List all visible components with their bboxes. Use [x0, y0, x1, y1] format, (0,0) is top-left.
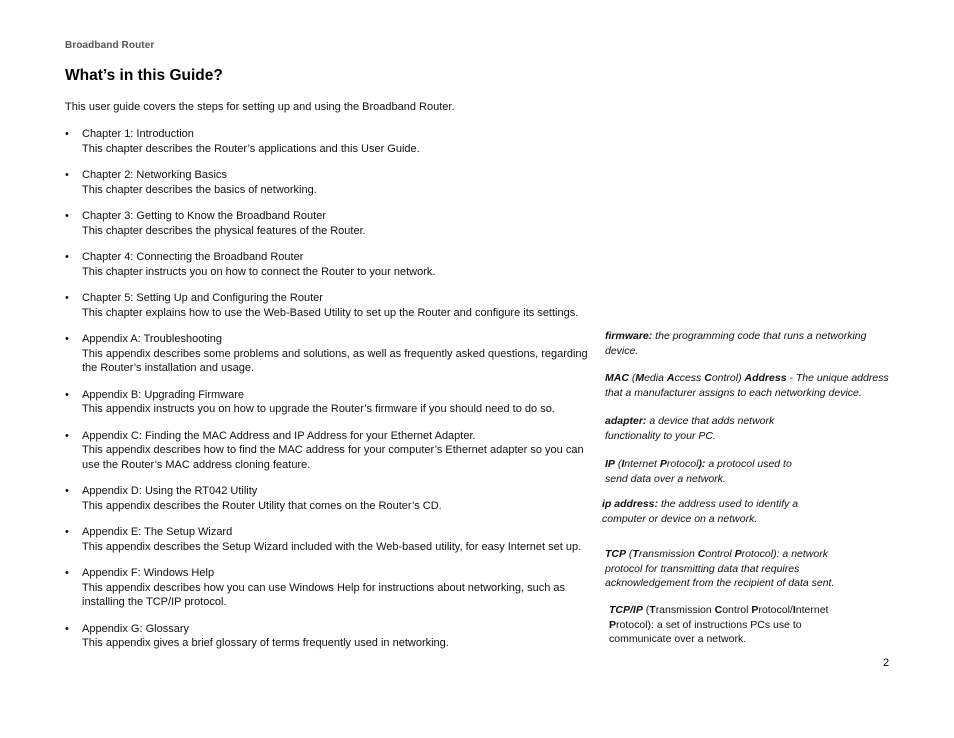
list-item [65, 484, 595, 513]
chapter-description: This chapter describes the physical features of the Router. [82, 224, 366, 237]
chapter-title: Appendix E: The Setup Wizard [82, 526, 233, 538]
list-item [65, 388, 595, 417]
bullet: • [65, 169, 69, 181]
chapter-description: This appendix describes some problems and solutions, as well as frequently asked questions, regarding the Router’s installation and usage. [82, 347, 588, 374]
term-part: T [649, 604, 656, 616]
glossary-definition: the programming code that runs a networking device. [605, 330, 867, 357]
term-part: TCP/IP [609, 604, 643, 616]
chapter-title: Chapter 5: Setting Up and Configuring the Router [82, 292, 323, 304]
bullet: • [65, 388, 69, 401]
intro-paragraph: This user guide covers the steps for setting up and using the Broadband Router. [65, 101, 455, 113]
bullet: • [65, 128, 69, 140]
chapter-description: This chapter explains how to use the Web-Based Utility to set up the Router and configure its settings. [82, 306, 579, 319]
glossary-definition: a device that adds network functionality to your PC. [605, 415, 775, 442]
running-header: Broadband Router [65, 40, 155, 51]
chapter-title: Chapter 1: Introduction [82, 128, 194, 140]
glossary-entry-mac [605, 371, 895, 400]
glossary-term: adapter: [605, 415, 647, 427]
bullet: • [65, 567, 69, 579]
term-part: TCP [605, 548, 626, 560]
chapter-title: Appendix F: Windows Help [82, 567, 215, 579]
chapter-description: This appendix gives a brief glossary of terms frequently used in networking. [82, 637, 449, 649]
glossary-term: firmware: [605, 330, 653, 342]
glossary-entry-ip-address [602, 497, 812, 526]
term-part: ccess [674, 372, 705, 384]
term-part: ransmission [655, 604, 715, 616]
term-part: rotocol/ [758, 604, 793, 616]
term-part: ): [698, 458, 706, 470]
term-part: I [792, 604, 796, 616]
glossary-definition: a set of instructions PCs use to communicate over a network. [609, 618, 802, 645]
list-item [65, 525, 595, 554]
term-part: nternet [795, 604, 829, 616]
chapter-description: This appendix describes how you can use Windows Help for instructions about networking, such as installing the TCP/IP protocol. [82, 581, 566, 608]
chapter-description: This chapter describes the Router’s applications and this User Guide. [82, 142, 420, 155]
bullet: • [65, 292, 69, 304]
list-item [65, 291, 595, 320]
term-part: P [659, 458, 667, 470]
term-part: C [697, 548, 706, 560]
glossary-entry-tcpip [609, 603, 834, 647]
list-item [65, 622, 595, 651]
term-part: P [751, 604, 759, 616]
list-item [65, 127, 595, 156]
glossary-entry-tcp [605, 547, 845, 591]
chapter-title: Chapter 2: Networking Basics [82, 169, 227, 181]
chapter-title: Appendix A: Troubleshooting [82, 333, 223, 345]
list-item [65, 209, 595, 238]
term-part: C [704, 372, 712, 384]
glossary-term: ip address: [602, 498, 659, 510]
glossary-entry-firmware [605, 329, 895, 358]
glossary-definition: a protocol used to send data over a network. [605, 458, 792, 485]
term-part: ontrol) [711, 372, 745, 384]
term-part: rotocol): [741, 548, 780, 560]
glossary-definition: - The unique address that a manufacturer assigns to each networking device. [605, 372, 889, 399]
bullet: • [65, 429, 69, 442]
bullet: • [65, 210, 69, 222]
term-part: C [714, 604, 723, 616]
term-part: I [621, 458, 625, 470]
bullet: • [65, 526, 69, 538]
list-item [65, 250, 595, 279]
term-part: ( [642, 604, 650, 616]
chapter-description: This appendix instructs you on how to upgrade the Router’s firmware if you should need to do so. [82, 403, 555, 415]
chapter-title: Appendix D: Using the RT042 Utility [82, 485, 258, 497]
chapter-description: This appendix describes the Setup Wizard included with the Web-based utility, for easy Internet set up. [82, 540, 582, 553]
term-part: ( [628, 372, 636, 384]
chapter-description: This appendix describes the Router Utility that comes on the Router’s CD. [82, 499, 442, 512]
list-item [65, 429, 595, 473]
term-part: P [609, 618, 617, 631]
term-part: rotocol): [616, 618, 654, 631]
chapter-description: This chapter describes the basics of networking. [82, 183, 317, 196]
chapter-title: Chapter 3: Getting to Know the Broadband Router [82, 210, 326, 222]
chapter-title: Appendix B: Upgrading Firmware [82, 388, 245, 401]
glossary-entry-ip [605, 457, 805, 486]
chapter-list [65, 127, 595, 663]
bullet: • [65, 333, 69, 345]
term-part: ontrol [722, 604, 752, 616]
chapter-title: Appendix C: Finding the MAC Address and IP Address for your Ethernet Adapter. [82, 429, 476, 442]
glossary-entry-adapter [605, 414, 805, 443]
term-part: M [635, 372, 645, 384]
chapter-description: This appendix describes how to find the MAC address for your computer’s Ethernet adapter so you can use the Router’s MAC address cloning feature. [82, 444, 584, 471]
glossary-definition: a network protocol for transmitting data that requires acknowledgement from the recipient of data sent. [605, 548, 835, 589]
bullet: • [65, 622, 69, 635]
chapter-description: This chapter instructs you on how to connect the Router to your network. [82, 265, 436, 278]
bullet: • [65, 485, 69, 497]
page-title: What’s in this Guide? [65, 67, 223, 84]
term-part: A [666, 372, 675, 384]
term-part: nternet [624, 458, 660, 470]
term-part: MAC [605, 372, 629, 384]
term-part: ontrol [705, 548, 735, 560]
glossary-definition: the address used to identify a computer or device on a network. [602, 498, 799, 525]
chapter-title: Chapter 4: Connecting the Broadband Router [82, 251, 304, 263]
bullet: • [65, 251, 69, 263]
list-item [65, 332, 595, 376]
term-part: P [734, 548, 742, 560]
list-item [65, 566, 595, 610]
term-part: rotocol [666, 458, 699, 470]
chapter-title: Appendix G: Glossary [82, 622, 189, 635]
term-part: T [632, 548, 639, 560]
term-part: ransmission [638, 548, 698, 560]
term-part: IP [605, 458, 615, 470]
page-number: 2 [883, 657, 890, 669]
term-part: ( [614, 458, 622, 470]
term-part: edia [644, 372, 667, 384]
list-item [65, 168, 595, 197]
term-part: Address [744, 372, 787, 384]
term-part: ( [626, 548, 633, 560]
